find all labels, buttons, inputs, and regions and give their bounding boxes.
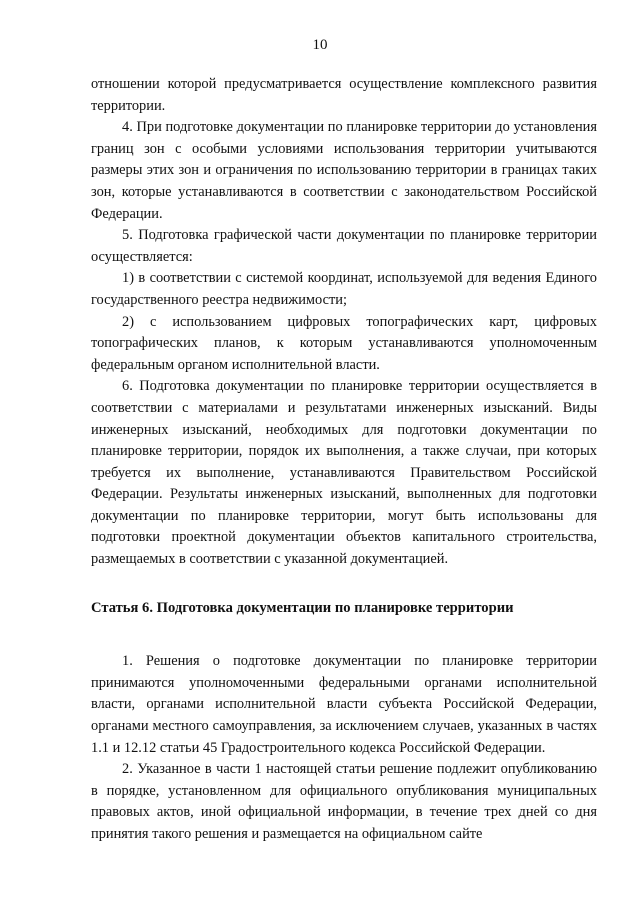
page-number: 10 [312, 37, 328, 53]
spacer [91, 619, 597, 651]
article-paragraph-2: 2. Указанное в части 1 настоящей статьи решение подлежит опубликованию в порядке, установленном для официального опубликования муниципальных правовых актов, иной официальной информации, в течение трех дней со дня принятия такого решения и размещается на официальном сайте [91, 761, 597, 842]
document-body [91, 74, 597, 846]
article-paragraph-1: 1. Решения о подготовке документации по планировке территории принимаются уполномоченными федеральными органами исполнительной власти, органами исполнительной власти субъекта Российской Федерации, органами местного самоуправления, за исключением случаев, указанных в частях 1.1 и 12.12 статьи 45 Градостроительного кодекса Российской Федерации. [91, 653, 597, 756]
paragraph-subitem-2: 2) с использованием цифровых топографических карт, цифровых топографических планов, к которым устанавливаются уполномоченным федеральным органом исполнительной власти. [91, 313, 597, 373]
spacer [91, 571, 597, 598]
paragraph-item-5: 5. Подготовка графической части документации по планировке территории осуществляется: [91, 227, 597, 265]
paragraph-item-6: 6. Подготовка документации по планировке территории осуществляется в соответствии с материалами и результатами инженерных изысканий. Виды инженерных изысканий, необходимых для подготовки документации по планировке территории, порядок их выполнения, а также случаи, при которых требуется их выполнение, устанавливаются Правительством Российской Федерации. Результаты инженерных изысканий, выполненных для подготовки документации по планировке территории, могут быть использованы для подготовки проектной документации объектов капитального строительства, размещаемых в соответствии с указанной документацией. [91, 378, 597, 568]
paragraph-item-4: 4. При подготовке документации по планировке территории до установления границ зон с особыми условиями использования территории учитываются размеры этих зон и ограничения по использованию территории в границах таких зон, которые устанавливаются в соответствии с законодательством Российской Федерации. [91, 119, 597, 222]
paragraph-subitem-1: 1) в соответствии с системой координат, используемой для ведения Единого государственного реестра недвижимости; [91, 270, 597, 308]
paragraph-continuation: отношении которой предусматривается осуществление комплексного развития территории. [91, 76, 597, 114]
article-heading: Статья 6. Подготовка документации по планировке территории [91, 599, 514, 616]
